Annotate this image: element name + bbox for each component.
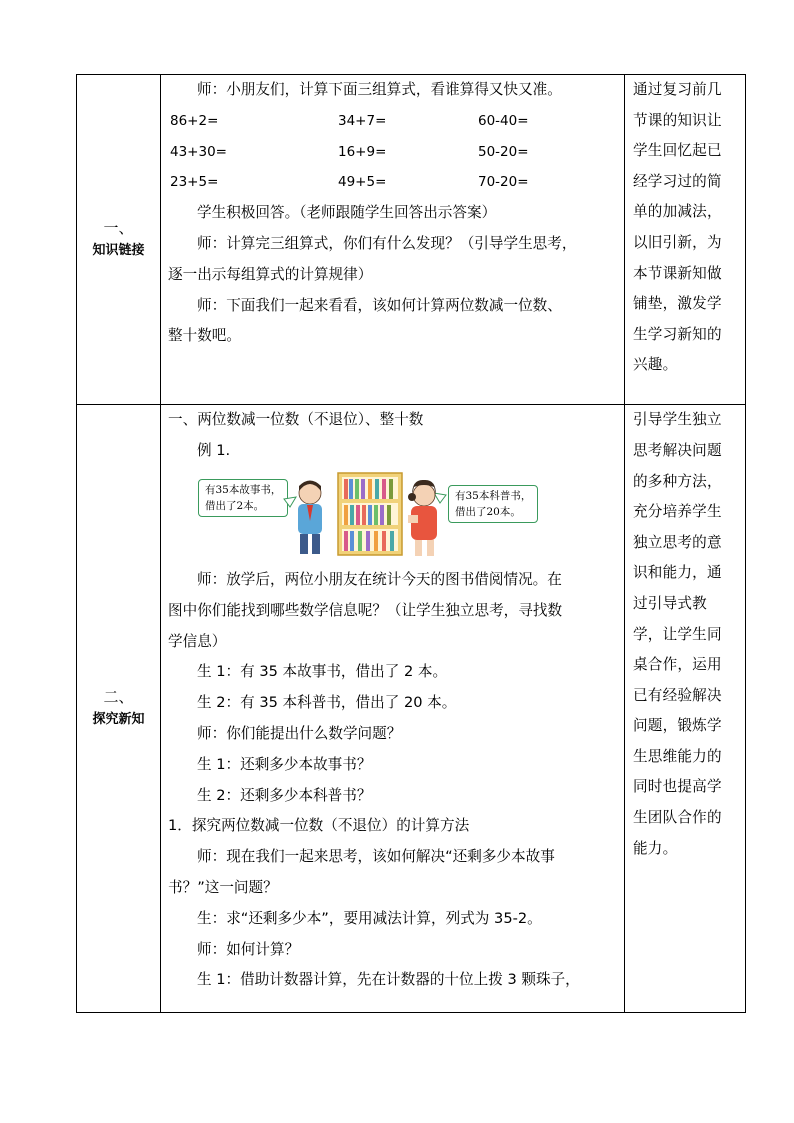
notes-cell — [625, 75, 746, 405]
note-line: 的多种方法， — [633, 472, 722, 490]
library-illustration — [198, 471, 618, 559]
note-line: 已有经验解决 — [633, 686, 722, 704]
text-line: 整十数吧。 — [168, 327, 241, 345]
note-line: 学，让学生同 — [633, 625, 722, 643]
note-line: 生思维能力的 — [633, 747, 722, 765]
formula: 60-40= — [478, 112, 529, 129]
stage-title: 探究新知 — [92, 711, 145, 727]
boy-figure — [298, 480, 322, 554]
note-line: 以旧引新，为 — [633, 233, 722, 251]
text-line: 师：你们能提出什么数学问题？ — [197, 724, 402, 742]
bubble-text: 借出了2本。 — [205, 499, 265, 512]
bubble-text: 借出了20本。 — [455, 505, 521, 518]
text-line: 1．探究两位数减一位数（不退位）的计算方法 — [168, 817, 470, 835]
example-label: 例 1. — [197, 442, 231, 460]
formula: 16+9= — [338, 143, 387, 160]
note-line: 思考解决问题 — [633, 441, 722, 459]
note-line: 生学习新知的 — [633, 325, 722, 343]
notes-cell — [625, 405, 746, 1013]
note-line: 通过复习前几 — [633, 81, 722, 98]
note-line: 节课的知识让 — [633, 111, 722, 129]
text-line: 生：求“还剩多少本”，要用减法计算，列式为 35-2。 — [197, 909, 542, 927]
note-line: 经学习过的简 — [633, 172, 722, 190]
section-heading: 一、两位数减一位数（不退位）、整十数 — [168, 411, 424, 429]
formula-row — [168, 167, 618, 198]
text-line: 学信息） — [168, 632, 227, 650]
text-line: 师：放学后，两位小朋友在统计今天的图书借阅情况。在 — [197, 570, 562, 588]
bookshelf — [338, 473, 402, 555]
text-line: 书？”这一问题？ — [168, 878, 278, 896]
note-line: 本节课新知做 — [633, 264, 722, 282]
text-line: 师：小朋友们，计算下面三组算式，看谁算得又快又准。 — [197, 81, 562, 98]
stage-number: 一、 — [103, 218, 134, 237]
formula: 34+7= — [338, 112, 387, 129]
text-line: 学生积极回答。（老师跟随学生回答出示答案） — [197, 204, 497, 222]
note-line: 单的加减法， — [633, 203, 722, 221]
note-line: 独立思考的意 — [633, 533, 722, 551]
note-line: 过引导式教 — [633, 594, 707, 612]
formula: 86+2= — [170, 112, 219, 129]
text-line: 图中你们能找到哪些数学信息呢？（让学生独立思考，寻找数 — [168, 601, 563, 619]
note-line: 引导学生独立 — [633, 411, 722, 429]
formula: 43+30= — [170, 143, 227, 160]
text-line: 逐一出示每组算式的计算规律） — [168, 265, 373, 283]
note-line: 能力。 — [633, 839, 678, 857]
note-line: 问题，锻炼学 — [633, 717, 722, 735]
content-cell — [161, 405, 625, 1013]
note-line: 铺垫，激发学 — [633, 295, 722, 313]
note-line: 充分培养学生 — [633, 503, 722, 521]
bubble-text: 有35本故事书， — [205, 483, 282, 496]
text-line: 师：下面我们一起来看看，该如何计算两位数减一位数、 — [197, 296, 562, 314]
note-line: 生团队合作的 — [633, 809, 722, 827]
formula: 49+5= — [338, 174, 387, 191]
note-line: 同时也提高学 — [633, 778, 722, 796]
text-line: 师：现在我们一起来思考，该如何解决“还剩多少本故事 — [197, 848, 555, 866]
text-line: 生 2：还剩多少本科普书？ — [197, 786, 372, 804]
text-line: 生 1：借助计数器计算，先在计数器的十位上拨 3 颗珠子， — [197, 971, 580, 989]
note-line: 桌合作，运用 — [633, 656, 722, 674]
stage-cell — [77, 405, 161, 1013]
formula: 70-20= — [478, 174, 529, 191]
stage-cell — [77, 75, 161, 405]
girl-figure — [408, 480, 437, 556]
formula: 23+5= — [170, 174, 219, 191]
table-row — [77, 405, 746, 1013]
text-line: 生 1：有 35 本故事书，借出了 2 本。 — [197, 663, 448, 681]
note-line: 识和能力，通 — [633, 564, 722, 582]
text-line: 师：计算完三组算式，你们有什么发现？（引导学生思考， — [197, 234, 577, 252]
note-line: 学生回忆起已 — [633, 142, 722, 160]
text-line: 生 1：还剩多少本故事书？ — [197, 755, 372, 773]
speech-bubble-right — [448, 485, 538, 523]
formula-row — [168, 137, 618, 168]
stage-number: 二、 — [103, 687, 134, 706]
note-line: 兴趣。 — [633, 356, 678, 374]
stage-title: 知识链接 — [92, 242, 145, 258]
formula-row — [168, 106, 618, 137]
text-line: 生 2：有 35 本科普书，借出了 20 本。 — [197, 694, 457, 712]
text-line: 师：如何计算？ — [197, 940, 300, 958]
formula: 50-20= — [478, 143, 529, 160]
table-row — [77, 75, 746, 405]
lesson-plan-table — [76, 74, 746, 1013]
bubble-text: 有35本科普书， — [455, 489, 532, 502]
content-cell — [161, 75, 625, 405]
